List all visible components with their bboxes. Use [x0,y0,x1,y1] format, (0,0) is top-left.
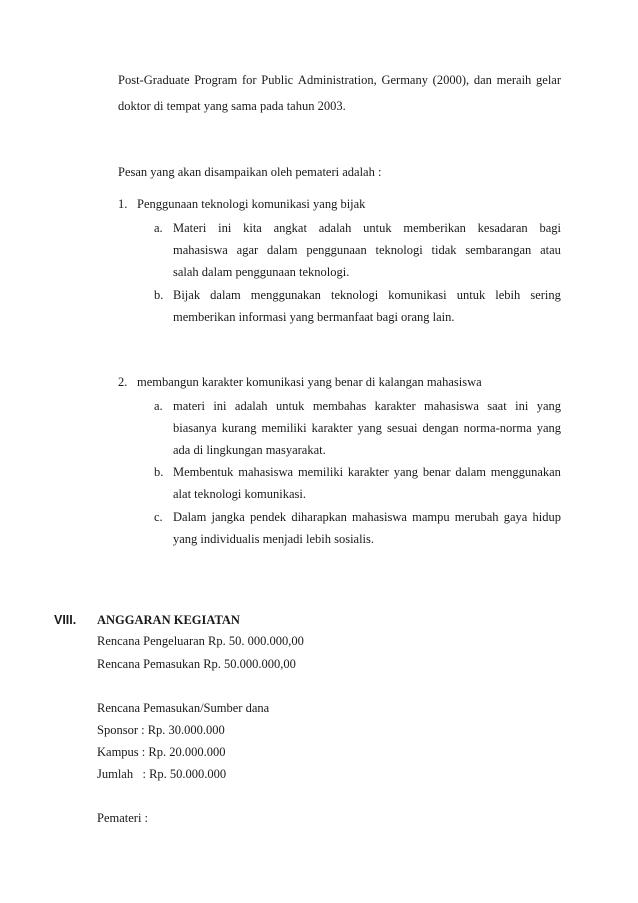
section-title: ANGGARAN KEGIATAN [97,613,240,627]
word: lebih [495,288,521,302]
word: pendek [250,510,287,524]
word: karakter [374,399,416,413]
point-2c-line-1 [173,509,561,525]
point-1b-marker: b. [154,288,164,302]
word: yang [536,399,561,413]
word: bagi [539,221,561,235]
word: dengan [422,421,459,435]
word: Membentuk [173,465,234,479]
message-intro: Pesan yang akan disampaikan oleh pemateri adalah : [118,165,382,179]
budget-sponsor: Sponsor : Rp. 30.000.000 [97,723,225,737]
word: benar [422,465,451,479]
point-1b-line-1 [173,287,561,303]
word: (2000), [432,73,470,87]
word: norma-norma [463,421,532,435]
word: mahasiswa [424,399,479,413]
word: Program [194,73,238,87]
point-2b-marker: b. [154,465,164,479]
point-1a-line-1 [173,220,561,236]
word: untuk [456,288,486,302]
word: menggunakan [250,288,321,302]
budget-sources-heading: Rencana Pemasukan/Sumber dana [97,701,270,715]
word: kesadaran [477,221,528,235]
word: kita [243,221,262,235]
word: materi [173,399,205,413]
point-2-title: membangun karakter komunikasi yang benar di kalangan mahasiswa [137,375,482,389]
word: saat [487,399,507,413]
point-2b-line-2: alat teknologi komunikasi. [173,487,306,501]
word: ini [213,399,227,413]
word: atau [540,243,561,257]
word: diharapkan [291,510,347,524]
point-2c-line-2: yang individualis menjadi lebih sosialis. [173,532,375,546]
word: dalam [210,288,241,302]
word: sembarangan [465,243,532,257]
word: yang [393,465,418,479]
point-2a-line-1 [173,398,561,414]
point-1a-line-2 [173,242,561,258]
point-1a-line-3: salah dalam penggunaan teknologi. [173,265,350,279]
word: mampu [412,510,450,524]
speakers-label: Pemateri : [97,811,149,825]
word: Administration, [297,73,377,87]
section-number: VIII. [54,613,77,627]
point-1-title: Penggunaan teknologi komunikasi yang bijak [137,197,366,211]
word: meraih [496,73,532,87]
intro-line-1 [118,72,561,88]
budget-expense: Rencana Pengeluaran Rp. 50. 000.000,00 [97,634,304,648]
word: agar [236,243,259,257]
word: memiliki [297,465,344,479]
word: gelar [536,73,561,87]
word: angkat [273,221,307,235]
budget-income: Rencana Pemasukan Rp. 50.000.000,00 [97,657,296,671]
word: untuk [363,221,392,235]
word: ini [218,221,232,235]
word: karakter [311,421,353,435]
word: mahasiswa [173,243,228,257]
word: membahas [312,399,367,413]
word: dalam [266,243,298,257]
word: Bijak [173,288,201,302]
budget-total: Jumlah : Rp. 50.000.000 [97,767,227,781]
word: adalah [318,221,352,235]
word: Germany [381,73,428,87]
word: hidup [532,510,561,524]
word: yang [536,421,561,435]
word: gaya [503,510,528,524]
point-1b-line-2: memberikan informasi yang bermanfaat bagi orang lain. [173,310,455,324]
word: yang [357,421,382,435]
budget-campus: Kampus : Rp. 20.000.000 [97,745,226,759]
word: adalah [234,399,268,413]
word: sering [530,288,561,302]
word: teknologi [375,243,423,257]
word: menggunakan [490,465,561,479]
point-2-number: 2. [118,375,128,389]
word: jangka [211,510,245,524]
word: biasanya [173,421,217,435]
word: teknologi [331,288,379,302]
word: Dalam [173,510,207,524]
word: Public [261,73,294,87]
word: mahasiswa [352,510,407,524]
word: tidak [431,243,457,257]
word: komunikasi [388,288,447,302]
point-2a-marker: a. [154,399,163,413]
word: for [241,73,257,87]
point-1a-marker: a. [154,221,163,235]
word: Post-Graduate [118,73,190,87]
word: merubah [454,510,499,524]
word: dalam [455,465,486,479]
word: memberikan [403,221,466,235]
word: penggunaan [306,243,367,257]
word: dan [473,73,492,87]
point-2a-line-2 [173,420,561,436]
word: kurang [221,421,257,435]
word: mahasiswa [238,465,294,479]
word: ini [515,399,529,413]
point-2a-line-3: ada di lingkungan masyarakat. [173,443,326,457]
word: untuk [275,399,305,413]
point-2c-marker: c. [154,510,163,524]
point-2b-line-1 [173,464,561,480]
word: sesuai [386,421,418,435]
word: Materi [173,221,207,235]
word: karakter [347,465,389,479]
word: memiliki [261,421,307,435]
intro-line-2: doktor di tempat yang sama pada tahun 2003. [118,99,346,113]
point-1-number: 1. [118,197,128,211]
